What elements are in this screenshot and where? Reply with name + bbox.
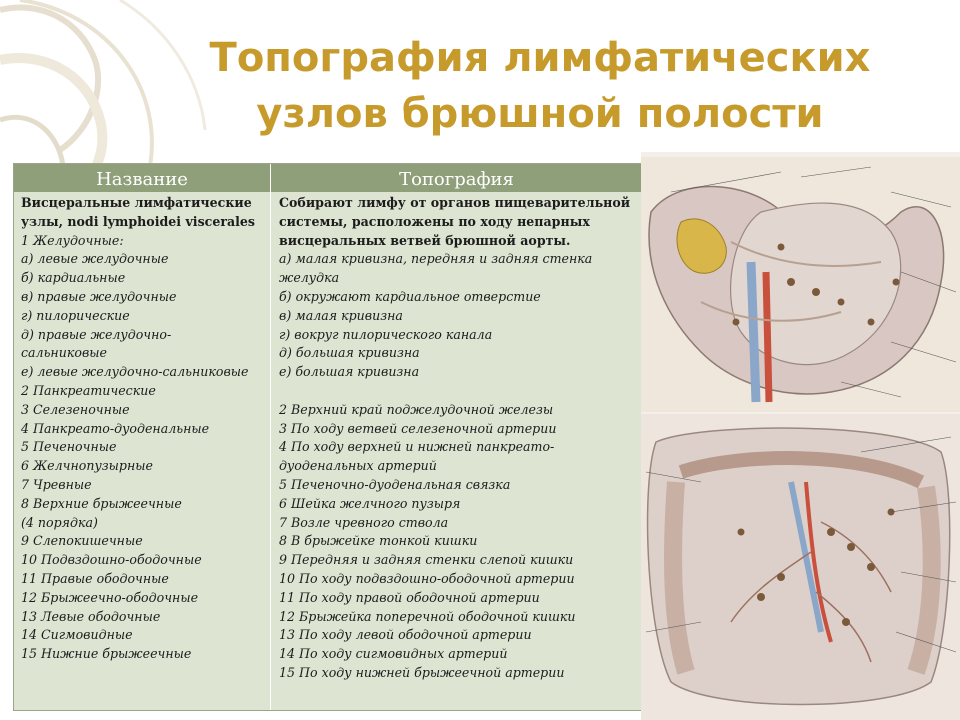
table-line: д) правые желудочно- [21,326,172,342]
table-line: 2 Панкреатические [21,382,156,398]
column-divider [270,164,271,710]
title-line-1: Топография лимфатических [209,35,871,81]
table-line: 15 По ходу нижней брыжеечной артерии [279,664,565,680]
table-line: 9 Слепокишечные [21,533,143,549]
table-line: сальниковые [21,345,107,361]
intestine-diagram [641,414,960,720]
table-line: 12 Брыжейка поперечной ободочной кишки [279,608,576,624]
table-line: в) правые желудочные [21,288,177,304]
table-line: 6 Желчнопузырные [21,458,153,474]
header-name: Название [96,169,188,190]
table-line: г) пилорические [21,307,130,323]
name-column [21,194,267,664]
table-line: 11 По ходу правой ободочной артерии [279,589,540,605]
table-line: 6 Шейка желчного пузыря [279,495,461,511]
table-line: 2 Верхний край поджелудочной железы [279,401,554,417]
table-line: б) окружают кардиальное отверстие [279,288,541,304]
table-line: 1 Желудочные: [21,232,124,248]
table-line: 4 По ходу верхней и нижней панкреато- [279,439,555,455]
anatomy-illustration [641,152,960,720]
table-line: 14 Сигмовидные [21,627,133,643]
table-line: 4 Панкреато-дуоденальные [21,420,210,436]
table-line: в) малая кривизна [279,307,403,323]
page-title [160,30,920,142]
table-line: 8 В брыжейке тонкой кишки [279,533,478,549]
table-line: 12 Брыжеечно-ободочные [21,589,199,605]
table-line: желудка [279,270,340,286]
table-line: 14 По ходу сигмовидных артерий [279,646,508,662]
header-topography: Топография [399,169,514,190]
table-line: 5 Печеночные [21,439,117,455]
table-line: 3 Селезеночные [21,401,130,417]
stomach-diagram [641,157,960,412]
table-line: 3 По ходу ветвей селезеночной артерии [279,420,557,436]
table-line: е) левые желудочно-сальниковые [21,364,249,380]
table-line: 9 Передняя и задняя стенки слепой кишки [279,552,574,568]
table-line: 7 Возле чревного ствола [279,514,449,530]
table-line: 15 Нижние брыжеечные [21,646,192,662]
table-line: 13 Левые ободочные [21,608,161,624]
table-line: е) большая кривизна [279,364,420,380]
table-line: 8 Верхние брыжеечные [21,495,182,511]
topography-column [279,194,637,683]
table-line: 13 По ходу левой ободочной артерии [279,627,532,643]
name-heading: Висцеральные лимфатические узлы, nodi lymphoidei viscerales [21,195,256,229]
table-line: 10 По ходу подвздошно-ободочной артерии [279,570,575,586]
table-line: 10 Подвздошно-ободочные [21,552,202,568]
table-line: а) малая кривизна, передняя и задняя стенка [279,251,593,267]
topography-heading: Собирают лимфу от органов пищеварительной системы, расположены по ходу непарных висцеральных ветвей брюшной аорты. [279,195,631,248]
table-header [14,164,642,192]
table-line: а) левые желудочные [21,251,169,267]
table-line: 11 Правые ободочные [21,570,169,586]
lymph-node-table [13,163,643,711]
table-line: б) кардиальные [21,270,126,286]
table-line: 7 Чревные [21,476,92,492]
title-line-2: узлов брюшной полости [256,91,824,137]
table-line: 5 Печеночно-дуоденальная связка [279,476,511,492]
table-line: г) вокруг пилорического канала [279,326,493,342]
spacer [279,382,637,401]
table-line: (4 порядка) [21,514,98,530]
table-line: дуоденальных артерий [279,458,437,474]
table-line: д) большая кривизна [279,345,420,361]
